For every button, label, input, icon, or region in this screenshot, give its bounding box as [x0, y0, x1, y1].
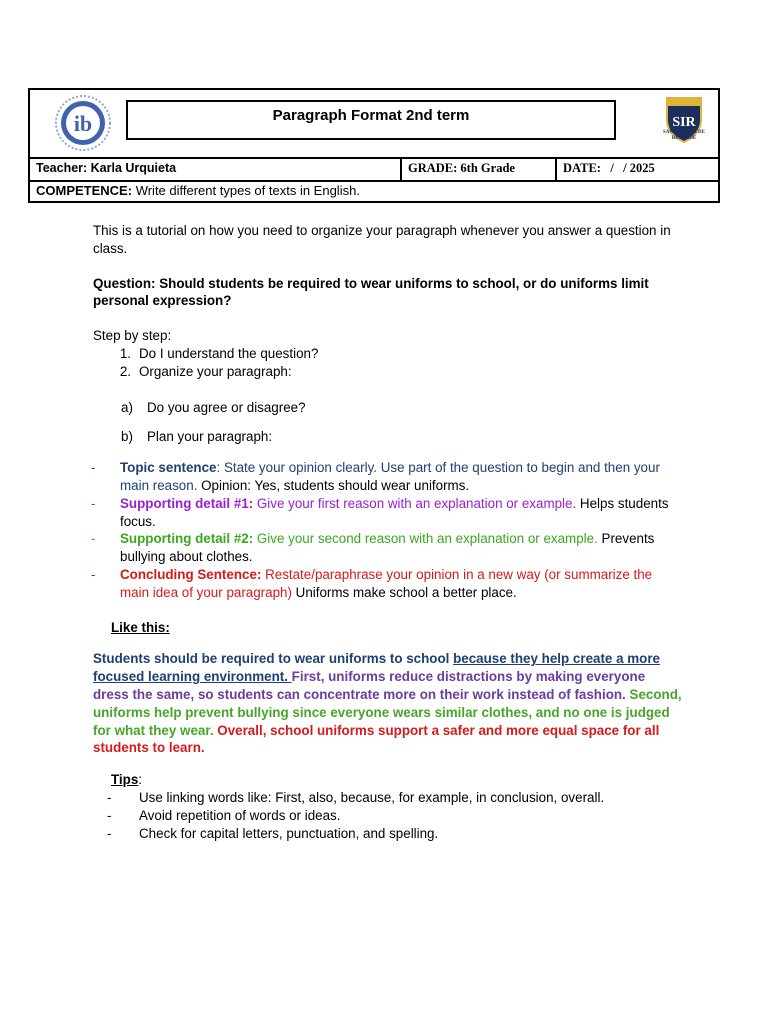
intro-text: This is a tutorial on how you need to organize your paragraph whenever you answer a question in class.	[93, 223, 671, 256]
competence-label: COMPETENCE:	[36, 183, 133, 198]
sub-list-letter: a)	[121, 399, 133, 415]
plan-example: Uniforms make school a better place.	[291, 584, 517, 600]
list-number: 2.	[119, 363, 131, 379]
question-text: Question: Should students be required to wear uniforms to school, or do uniforms limit personal expression?	[93, 275, 649, 309]
competence-text: Write different types of texts in English.	[135, 183, 360, 198]
tip-item	[107, 789, 683, 807]
plan-label: Topic sentence	[120, 460, 217, 476]
list-item	[93, 363, 683, 381]
plan-item-topic	[91, 459, 683, 495]
sub-list-text: Plan your paragraph:	[147, 429, 273, 445]
plan-item-conclusion	[91, 566, 683, 602]
plan-example: Helps students focus.	[120, 495, 669, 529]
tips-heading: Tips	[111, 772, 139, 788]
date-cell: DATE: / / 2025	[563, 161, 655, 175]
plan-desc: : State your opinion clearly. Use part of the question to begin and then your main reason.	[120, 460, 660, 493]
dash-bullet: -	[107, 789, 112, 805]
info-row	[30, 157, 718, 182]
svg-text:ib: ib	[73, 111, 93, 136]
competence-row	[36, 181, 360, 201]
example-detail-2: Second, uniforms help prevent bullying since everyone wears similar clothes, and no one is judged for what they wear.	[93, 686, 682, 738]
sub-list-item	[121, 399, 683, 417]
dash-bullet: -	[107, 807, 112, 823]
dash-bullet: -	[91, 531, 96, 547]
tip-text: Check for capital letters, punctuation, and spelling.	[139, 825, 439, 841]
plan-desc: Give your first reason with an explanation or example.	[253, 495, 577, 511]
plan-desc: Give your second reason with an explanation or example.	[253, 531, 598, 547]
list-text: Do I understand the question?	[139, 345, 319, 361]
sub-list-letter: b)	[121, 429, 133, 445]
list-item	[93, 345, 683, 363]
plan-example: Prevents bullying about clothes.	[120, 531, 655, 565]
tips-heading-line	[111, 771, 683, 789]
header-table	[28, 88, 720, 203]
example-conclusion: Overall, school uniforms support a safer and more equal space for all students to learn.	[93, 722, 660, 756]
school-name-logo: SAN IGNACIO DE RECALDE	[663, 130, 705, 141]
example-main-reason: because they help create a more focused learning environment.	[93, 651, 661, 685]
dash-bullet: -	[91, 495, 96, 511]
list-text: Organize your paragraph:	[139, 363, 292, 379]
document-body	[93, 222, 683, 842]
plan-item-detail-1	[91, 495, 683, 531]
tip-text: Avoid repetition of words or ideas.	[139, 807, 341, 823]
list-number: 1.	[119, 345, 131, 361]
tips-colon: :	[138, 772, 143, 788]
example-paragraph	[93, 650, 683, 757]
plan-label: Concluding Sentence:	[120, 566, 262, 582]
sub-list-text: Do you agree or disagree?	[147, 399, 306, 415]
steps-heading: Step by step:	[93, 328, 172, 344]
ib-logo-icon	[54, 94, 112, 152]
tip-item	[107, 825, 683, 843]
page-title: Paragraph Format 2nd term	[126, 100, 616, 140]
plan-label: Supporting detail #1:	[120, 495, 254, 511]
svg-text:SIR: SIR	[672, 115, 696, 130]
example-detail-1: First, uniforms reduce distractions by making everyone dress the same, so students can concentrate more on their work instead of fashion.	[93, 669, 646, 702]
like-this-heading: Like this:	[111, 619, 170, 635]
dash-bullet: -	[91, 566, 96, 582]
dash-bullet: -	[107, 825, 112, 841]
tip-text: Use linking words like: First, also, because, for example, in conclusion, overall.	[139, 789, 605, 805]
teacher-cell: Teacher: Karla Urquieta	[30, 159, 402, 180]
grade-cell: GRADE: 6th Grade	[402, 159, 557, 180]
plan-label: Supporting detail #2:	[120, 531, 254, 547]
plan-desc: Restate/paraphrase your opinion in a new way (or summarize the main idea of your paragraph)	[120, 566, 653, 600]
plan-example: Opinion: Yes, students should wear uniforms.	[197, 477, 470, 493]
tip-item	[107, 807, 683, 825]
sub-list-item	[121, 428, 683, 446]
plan-item-detail-2	[91, 530, 683, 566]
example-topic-sentence: Students should be required to wear uniforms to school	[93, 651, 454, 667]
dash-bullet: -	[91, 460, 96, 476]
